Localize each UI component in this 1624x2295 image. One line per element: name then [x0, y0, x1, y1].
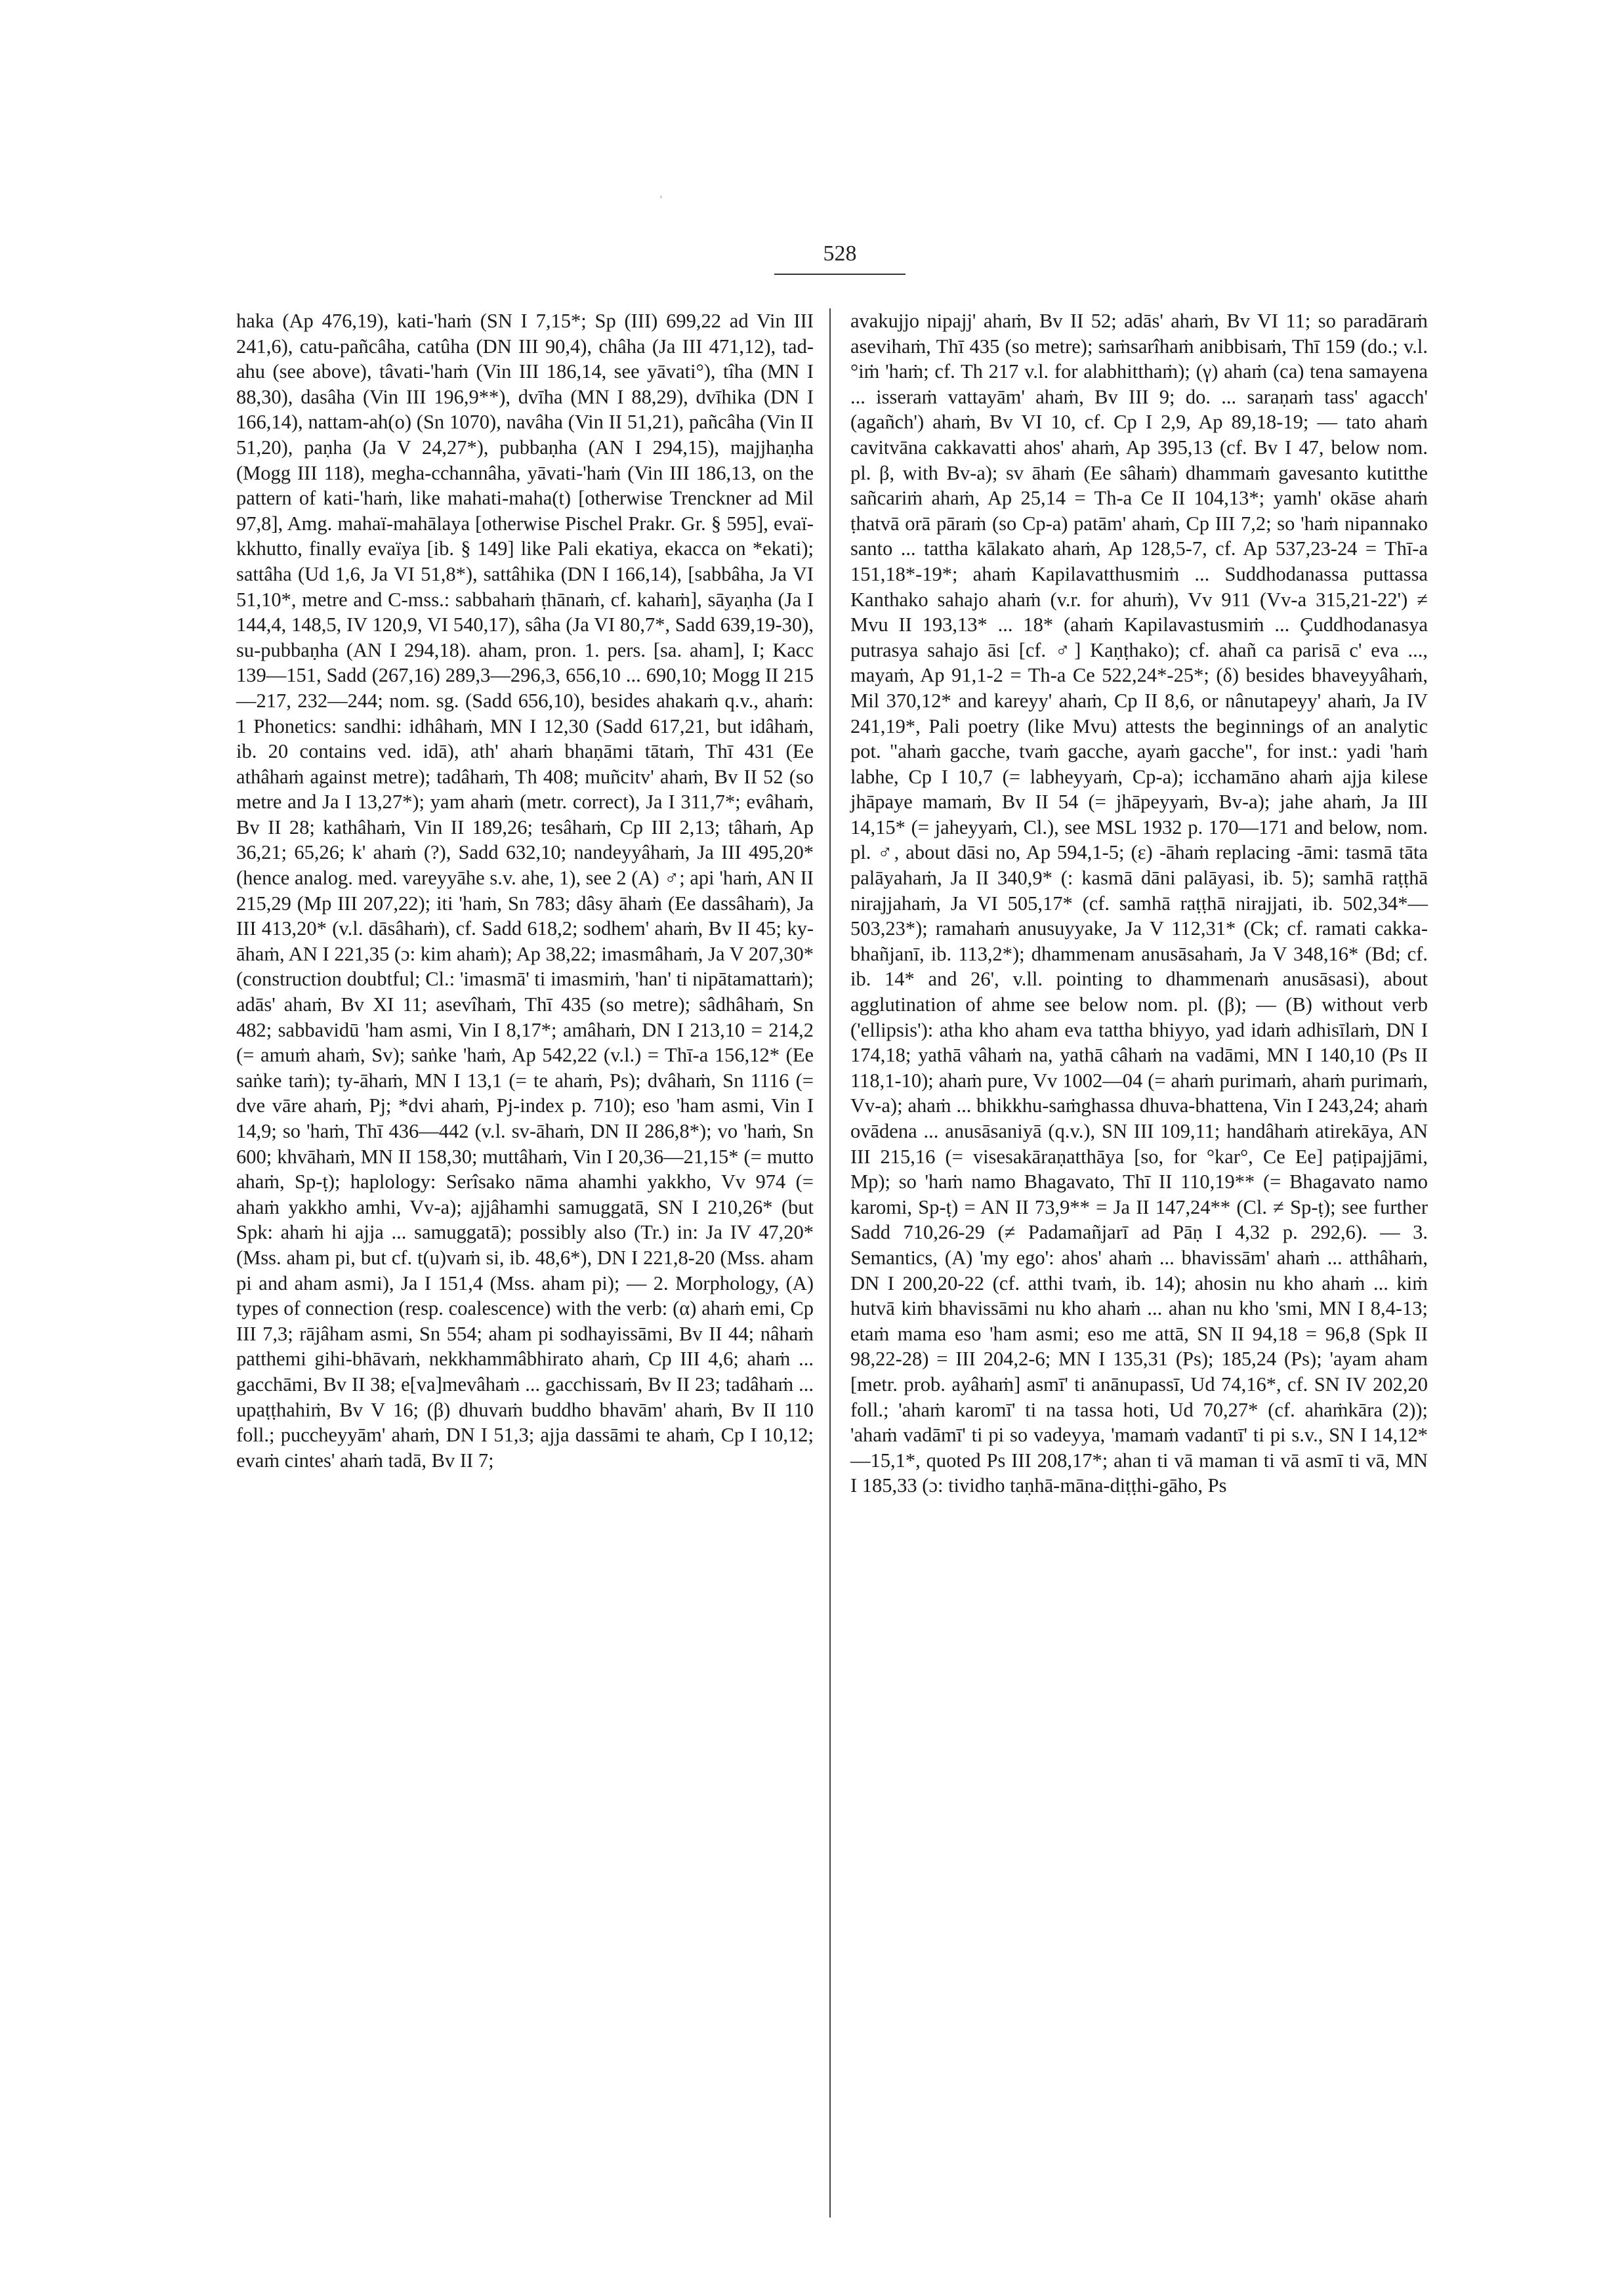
page-number-rule — [774, 274, 906, 275]
right-column — [850, 308, 1428, 1499]
stray-mark: ' — [660, 194, 662, 205]
right-column-text: avakujjo nipajj' ahaṁ, Bv II 52; adās' ahaṁ, Bv VI 11; so paradāraṁ asevihaṁ, Thī 435 (so metre); saṁsarîhaṁ anibbisaṁ, Thī 159 (do.; v.l. °iṁ 'haṁ; cf. Th 217 v.l. for alabhitthaṁ); (γ) ahaṁ (ca) tena samayena ... isseraṁ vattayām' ahaṁ, Bv III 9; do. ... saraṇaṁ tass' agacch' (agañch') ahaṁ, Bv VI 10, cf. Cp I 2,9, Ap 89,18-19; — tato ahaṁ cavitvāna cakkavatti ahos' ahaṁ, Ap 395,13 (cf. Bv I 47, below nom. pl. β, with Bv-a); sv āhaṁ (Ee sâhaṁ) dhammaṁ gavesanto kutitthe sañcariṁ ahaṁ, Ap 25,14 = Th-a Ce II 104,13*; yamh' okāse ahaṁ ṭhatvā orā pāraṁ (so Cp-a) patām' ahaṁ, Cp III 7,2; so 'haṁ nipannako santo ... tattha kālakato ahaṁ, Ap 128,5-7, cf. Ap 537,23-24 = Thī-a 151,18*-19*; ahaṁ Kapilavatthusmiṁ ... Suddhodanassa puttassa Kanthako sahajo ahaṁ (v.r. for ahuṁ), Vv 911 (Vv-a 315,21-22') ≠ Mvu II 193,13* ... 18* (ahaṁ Kapilavastusmiṁ ... Çuddhodanasya putrasya sahajo āsi [cf. ♂] Kaṇṭhako); cf. ahañ ca parisā c' eva ..., mayaṁ, Ap 91,1-2 = Th-a Ce 522,24*-25*; (δ) besides bhaveyyâhaṁ, Mil 370,12* and kareyy' ahaṁ, Cp II 8,6, or nânutapeyy' ahaṁ, Ja IV 241,19*, Pali poetry (like Mvu) attests the beginnings of an analytic pot. "ahaṁ gacche, tvaṁ gacche, ayaṁ gacche", for inst.: yadi 'haṁ labhe, Cp I 10,7 (= labheyyaṁ, Cp-a); icchamāno ahaṁ ajja kilese jhāpaye mamaṁ, Bv II 54 (= jhāpeyyaṁ, Bv-a); jahe ahaṁ, Ja III 14,15* (= jaheyyaṁ, Cl.), see MSL 1932 p. 170—171 and below, nom. pl. ♂, about dāsi no, Ap 594,1-5; (ε) -āhaṁ replacing -āmi: tasmā tāta palāyahaṁ, Ja II 340,9* (: kasmā dāni palāyasi, ib. 5); samhā raṭṭhā nirajjahaṁ, Ja VI 505,17* (cf. samhā raṭṭhā nirajjati, ib. 502,34*—503,23*); ramahaṁ anusuyyake, Ja V 112,31* (Ck; cf. ramati cakka-bhañjanī, ib. 113,2*); dhammenam anusāsahaṁ, Ja V 348,16* (Bd; cf. ib. 14* and 26', v.ll. pointing to dhammenaṁ anusāsasi), about agglutination of ahme see below nom. pl. (β); — (B) without verb ('ellipsis'): atha kho aham eva tattha bhiyyo, yad idaṁ adhisīlaṁ, DN I 174,18; yathā vâhaṁ na, yathā câhaṁ na vadāmi, MN I 140,10 (Ps II 118,1-10); ahaṁ pure, Vv 1002—04 (= ahaṁ purimaṁ, ahaṁ purimaṁ, Vv-a); ahaṁ ... bhikkhu-saṁghassa dhuva-bhattena, Vin I 243,24; ahaṁ ovādena ... anusāsaniyā (q.v.), SN III 109,11; handâhaṁ atirekāya, AN III 215,16 (= visesakāraṇatthāya [so, for °kar°, Ce Ee] paṭipajjāmi, Mp); so 'haṁ namo Bhagavato, Thī II 110,19** (= Bhagavato namo karomi, Sp-ṭ) = AN II 73,9** = Ja II 147,24** (Cl. ≠ Sp-ṭ); see further Sadd 710,26-29 (≠ Padamañjarī ad Pāṇ I 4,32 p. 292,6). — 3. Semantics, (A) 'my ego': ahos' ahaṁ ... bhavissām' ahaṁ ... atthâhaṁ, DN I 200,20-22 (cf. atthi tvaṁ, ib. 14); ahosin nu kho ahaṁ ... kiṁ hutvā kiṁ bhavissāmi nu kho ahaṁ ... ahan nu kho 'smi, MN I 8,4-13; etaṁ mama eso 'ham asmi; eso me attā, SN II 94,18 = 96,8 (Spk II 98,22-28) = III 204,2-6; MN I 135,31 (Ps); 185,24 (Ps); 'ayam aham [metr. prob. ayâhaṁ] asmī' ti anānupassī, Ud 74,16*, cf. SN IV 202,20 foll.; 'ahaṁ karomī' ti na tassa hoti, Ud 70,27* (cf. ahaṁkāra (2)); 'ahaṁ vadāmī' ti pi so vadeyya, 'mamaṁ vadantī' ti pi s.v., SN I 14,12*—15,1*, quoted Ps III 208,17*; ahan ti vā maman ti vā asmī ti vā, MN I 185,33 (ɔ: tividho taṇhā-māna-diṭṭhi-gāho, Ps — [850, 310, 1428, 1497]
page-number: 528 — [823, 241, 857, 266]
left-column-text: haka (Ap 476,19), kati-'haṁ (SN I 7,15*; Sp (III) 699,22 ad Vin III 241,6), catu-pañcâha, catûha (DN III 90,4), châha (Ja III 471,12), tad-ahu (see above), tâvati-'haṁ (Vin III 186,14, see yāvati°), tîha (MN I 88,30), dasâha (Vin III 196,9**), dvīha (MN I 88,29), dvīhika (DN I 166,14), nattam-ah(o) (Sn 1070), navâha (Vin II 51,21), pañcâha (Vin II 51,20), paṇha (Ja V 24,27*), pubbaṇha (AN I 294,15), majjhaṇha (Mogg III 118), megha-cchannâha, yāvati-'haṁ (Vin III 186,13, on the pattern of kati-'haṁ, like mahati-maha(t) [otherwise Trenckner ad Mil 97,8], Amg. mahaï-mahālaya [otherwise Pischel Prakr. Gr. § 595], evaï-kkhutto, finally evaïya [ib. § 149] like Pali ekatiya, ekacca on *ekati); sattâha (Ud 1,6, Ja VI 51,8*), sattâhika (DN I 166,14), [sabbâha, Ja VI 51,10*, metre and C-mss.: sabbahaṁ ṭhānaṁ, cf. kahaṁ], sāyaṇha (Ja I 144,4, 148,5, IV 120,9, VI 540,17), sâha (Ja VI 80,7*, Sadd 639,19-30), su-pubbaṇha (AN I 294,18). aham, pron. 1. pers. [sa. aham], I; Kacc 139—151, Sadd (267,16) 289,3—296,3, 656,10 ... 690,10; Mogg II 215—217, 232—244; nom. sg. (Sadd 656,10), besides ahakaṁ q.v., ahaṁ: 1 Phonetics: sandhi: idhâhaṁ, MN I 12,30 (Sadd 617,21, but idâhaṁ, ib. 20 contains ved. idā), ath' ahaṁ bhaṇāmi tātaṁ, Thī 431 (Ee athâhaṁ against metre); tadâhaṁ, Th 408; muñcitv' ahaṁ, Bv II 52 (so metre and Ja I 13,27*); yam ahaṁ (metr. correct), Ja I 311,7*; evâhaṁ, Bv II 28; kathâhaṁ, Vin II 189,26; tesâhaṁ, Cp III 2,13; tâhaṁ, Ap 36,21; 65,26; k' ahaṁ (?), Sadd 632,10; nandeyyâhaṁ, Ja III 495,20* (hence analog. med. vareyyāhe s.v. ahe, 1), see 2 (A) ♂; api 'haṁ, AN II 215,29 (Mp III 207,22); iti 'haṁ, Sn 783; dâsy āhaṁ (Ee dassâhaṁ), Ja III 413,20* (v.l. dāsâhaṁ), cf. Sadd 618,2; sodhem' ahaṁ, Bv II 45; ky-āhaṁ, AN I 221,35 (ɔ: kim ahaṁ); Ap 38,22; imasmâhaṁ, Ja V 207,30* (construction doubtful; Cl.: 'imasmā' ti imasmiṁ, 'han' ti nipātamattaṁ); adās' ahaṁ, Bv XI 11; asevîhaṁ, Thī 435 (so metre); sâdhâhaṁ, Sn 482; sabbavidū 'ham asmi, Vin I 8,17*; amâhaṁ, DN I 213,10 = 214,2 (= amuṁ ahaṁ, Sv); saṅke 'haṁ, Ap 542,22 (v.l.) = Thī-a 156,12* (Ee saṅke taṁ); ty-āhaṁ, MN I 13,1 (= te ahaṁ, Ps); dvâhaṁ, Sn 1116 (= dve vāre ahaṁ, Pj; *dvi ahaṁ, Pj-index p. 710); eso 'ham asmi, Vin I 14,9; so 'haṁ, Thī 436—442 (v.l. sv-āhaṁ, DN II 286,8*); vo 'haṁ, Sn 600; khvāhaṁ, MN II 158,30; muttâhaṁ, Vin I 20,36—21,15* (= mutto ahaṁ, Sp-ṭ); haplology: Serîsako nāma ahamhi yakkho, Vv 974 (= ahaṁ yakkho amhi, Vv-a); ajjâhamhi samuggatā, SN I 210,26* (but Spk: ahaṁ hi ajja ... samuggatā); possibly also (Tr.) in: Ja IV 47,20* (Mss. aham pi, but cf. t(u)vaṁ si, ib. 48,6*), DN I 221,8-20 (Mss. aham pi and aham asmi), Ja I 151,4 (Mss. aham pi); — 2. Morphology, (A) types of connection (resp. coalescence) with the verb: (α) ahaṁ emi, Cp III 7,3; rājâham asmi, Sn 554; aham pi sodhayissāmi, Bv II 44; nâhaṁ patthemi gihi-bhāvaṁ, nekkhammâbhirato ahaṁ, Cp III 4,6; ahaṁ ... gacchāmi, Bv II 38; e[va]mevâhaṁ ... gacchissaṁ, Bv II 23; tadâhaṁ ... upaṭṭhahiṁ, Bv V 16; (β) dhuvaṁ buddho bhavām' ahaṁ, Bv II 110 foll.; puccheyyām' ahaṁ, DN I 51,3; ajja dassāmi te ahaṁ, Cp I 10,12; evaṁ cintes' ahaṁ tadā, Bv II 7; — [236, 310, 814, 1472]
column-divider — [829, 308, 831, 2218]
left-column — [236, 308, 814, 1473]
